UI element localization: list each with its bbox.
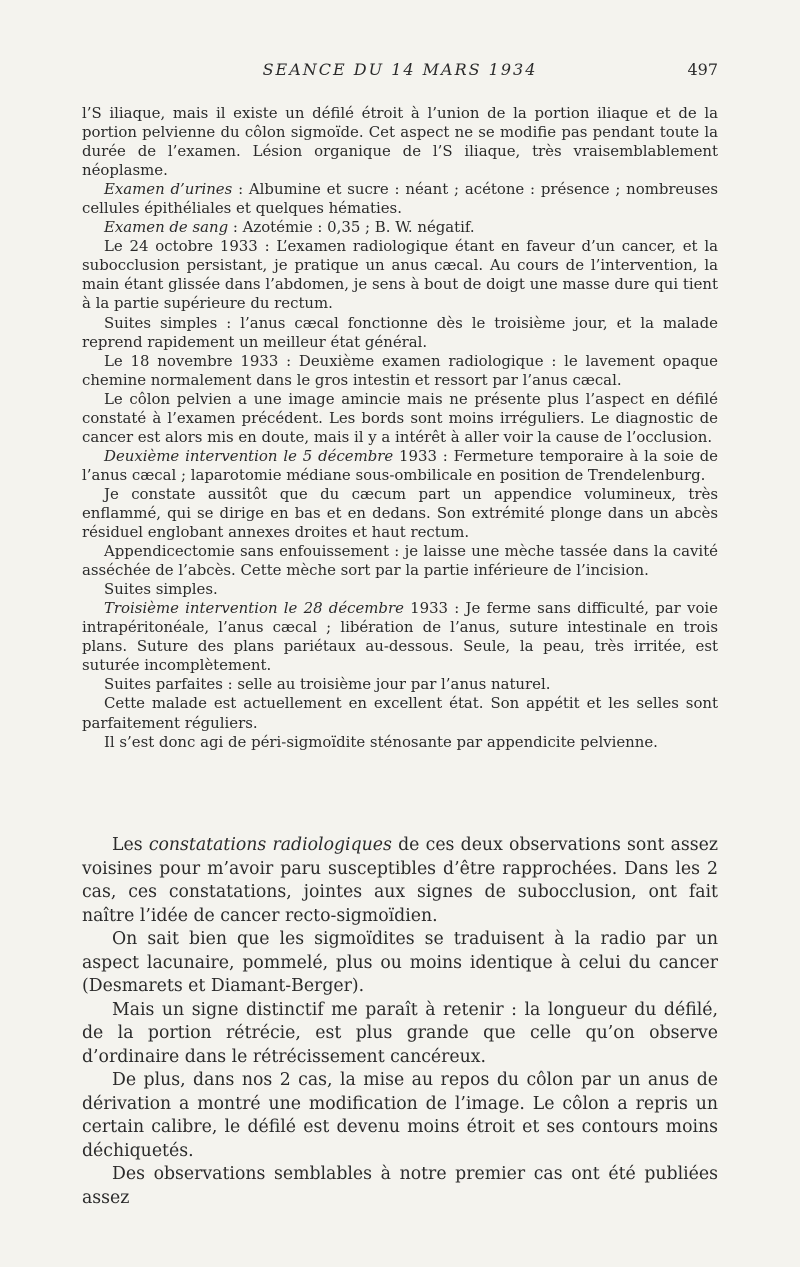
case-paragraph-second-intervention [82,447,718,485]
case-paragraph-4: Le 24 octobre 1933 : L’examen radiologique étant en faveur d’un cancer, et la subocclusion persistant, je pratique un anus cæcal. Au cours de l’intervention, la main étant glissée dans l’abdomen, je sens à bout de doigt une masse dure qui tient à la partie supérieure du rectum. [82,237,718,313]
blood-exam-label: Examen de sang [104,218,229,237]
running-header [82,60,718,88]
case-paragraph-9: Je constate aussitôt que du cæcum part un appendice volumineux, très enflammé, qui se dirige en bas et en dedans. Son extrémité plonge dans un abcès résiduel englobant annexes droites et haut rectum. [82,484,718,542]
case-paragraph-third-intervention [82,599,718,675]
case-paragraph-7: Le côlon pelvien a une image amincie mais ne présente plus l’aspect en défilé constaté à l’examen précédent. Les bords sont moins irréguliers. Le diagnostic de cancer est alors mis en doute, mais il y a intérêt à aller voir la cause de l’occlusion. [82,389,718,446]
running-title: SEANCE DU 14 MARS 1934 [262,60,538,79]
second-intervention-label: Deuxième intervention le 5 décembre [104,446,394,465]
case-paragraph-6: Le 18 novembre 1933 : Deuxième examen radiologique : le lavement opaque chemine normalement dans le gros intestin et ressort par l’anus cæcal. [82,351,718,389]
body-paragraph-1-emphasis: constatations radiologiques [148,835,392,855]
urine-exam-label: Examen d’urines [104,180,233,199]
case-paragraph-5: Suites simples : l’anus cæcal fonctionne dès le troisième jour, et la malade reprend rapidement un meilleur état général. [82,313,718,351]
body-paragraph-1-pre: Les [112,835,149,855]
body-paragraph-3: Mais un signe distinctif me paraît à retenir : la longueur du défilé, de la portion rétrécie, est plus grande que celle qu’on observe d’ordinaire dans le rétrécissement cancéreux. [82,999,718,1067]
body-paragraph-1-post: de ces deux observations sont assez voisines pour m’avoir paru susceptibles d’être rapprochées. Dans les 2 cas, ces constatations, jointes aux signes de subocclusion, ont fait naître l’idée de cancer recto-sigmoïdien. [82,835,718,926]
case-paragraph-1: l’S iliaque, mais il existe un défilé étroit à l’union de la portion iliaque et de la portion pelvienne du côlon sigmoïde. Cet aspect ne se modifie pas pendant toute la durée de l’examen. Lésion organique de l’S iliaque, très vraisemblablement néoplasme. [82,104,718,180]
body-paragraph-2: On sait bien que les sigmoïdites se traduisent à la radio par un aspect lacunaire, pommelé, plus ou moins identique à celui du cancer (Desmarets et Diamant-Berger). [82,929,718,996]
third-intervention-label: Troisième intervention le 28 décembre [104,599,404,618]
page-number: 497 [687,60,718,79]
case-paragraph-blood [82,218,718,237]
urine-exam-text: : Albumine et sucre : néant ; acétone : présence ; nombreuses cellules épithéliales et quelques hématies. [82,180,718,218]
second-intervention-text: 1933 : Fermeture temporaire à la soie de l’anus cæcal ; laparotomie médiane sous-ombilicale en position de Trendelenburg. [82,446,718,484]
third-intervention-text: 1933 : Je ferme sans difficulté, par voie intrapéritonéale, l’anus cæcal ; libération de l’anus, suture intestinale en trois plans. Suture des plans pariétaux au-dessous. Seule, la peau, très irritée, est suturée incomplètement. [82,599,718,675]
body-paragraph-1 [82,834,718,928]
discussion-text [82,834,718,1210]
body-paragraph-4: De plus, dans nos 2 cas, la mise au repos du côlon par un anus de dérivation a montré une modification de l’image. Le côlon a repris un certain calibre, le défilé est devenu moins étroit et ses contours moins déchiquetés. [82,1070,718,1161]
blood-exam-text: : Azotémie : 0,35 ; B. W. négatif. [228,218,475,237]
case-paragraph-urine [82,180,718,218]
case-paragraph-11: Suites simples. [104,580,218,599]
body-paragraph-5: Des observations semblables à notre premier cas ont été publiées assez [82,1164,718,1208]
case-paragraph-14: Cette malade est actuellement en excellent état. Son appétit et les selles sont parfaitement réguliers. [82,694,718,732]
case-paragraph-13: Suites parfaites : selle au troisième jour par l’anus naturel. [104,675,551,694]
case-paragraph-10: Appendicectomie sans enfouissement : je laisse une mèche tassée dans la cavité asséchée de l’abcès. Cette mèche sort par la partie inférieure de l’incision. [82,542,718,580]
case-report [82,104,718,752]
case-paragraph-15: Il s’est donc agi de péri-sigmoïdite sténosante par appendicite pelvienne. [104,732,658,751]
